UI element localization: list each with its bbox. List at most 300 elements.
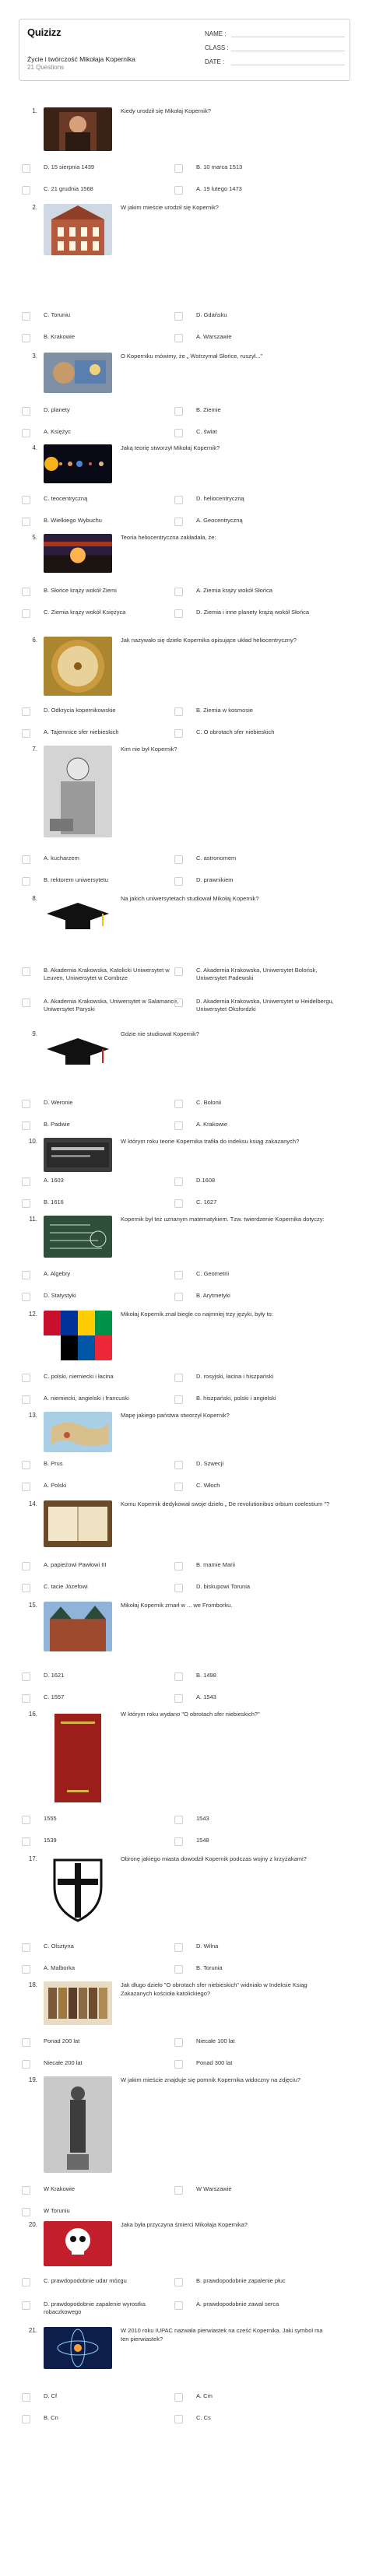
answer-option[interactable] [174,1963,338,1975]
checkbox[interactable] [174,877,183,886]
checkbox[interactable] [22,334,30,342]
answer-option[interactable] [22,2391,185,2403]
option-label: B. Ziemie [196,406,221,413]
checkbox[interactable] [174,1177,183,1186]
option-label: B. mamie Marii [196,1561,236,1568]
answer-option[interactable] [174,1175,338,1188]
checkbox[interactable] [174,429,183,437]
option-label: A. 19 lutego 1473 [196,185,242,192]
option-label: B. Słońce krąży wokół Ziemi [44,587,117,594]
checkbox[interactable] [22,429,30,437]
option-label: C. 1557 [44,1693,65,1700]
answer-option[interactable] [22,515,185,528]
checkbox[interactable] [174,2278,183,2286]
checkbox[interactable] [22,1293,30,1301]
answer-option[interactable] [22,2206,185,2218]
question-image [44,1138,112,1172]
checkbox[interactable] [174,164,183,173]
option-label: 1555 [44,1815,57,1822]
answer-option[interactable] [22,2413,185,2425]
checkbox[interactable] [22,496,30,504]
checkbox[interactable] [22,1816,30,1824]
option-label: B. Akademia Krakowska, Katolicki Uniwersytet w Leuven, Uniwersytet w Combrze [44,967,170,981]
worksheet-title: Życie i twórczość Mikołaja Kopernika [27,55,135,63]
option-label: C. Ziemia krąży wokół Księżyca [44,609,126,616]
checkbox[interactable] [22,2208,30,2216]
answer-option[interactable] [174,607,338,619]
checkbox[interactable] [174,1461,183,1469]
question-text: W 2010 roku IUPAC nazwała pierwiastek na cześć Kopernika. Jaki symbol ma ten pierwiastek? [121,2327,323,2343]
answer-option[interactable] [174,2036,338,2048]
checkbox[interactable] [22,1177,30,1186]
option-label: C. polski, niemiecki i łacina [44,1373,114,1380]
option-label: A. kucharzem [44,855,79,862]
checkbox[interactable] [174,2393,183,2402]
option-label: A. Malborka [44,1964,76,1971]
answer-option[interactable] [22,2184,185,2196]
quizizz-logo: Quizizz [27,26,62,38]
date-field[interactable] [205,58,345,65]
answer-option[interactable] [22,1119,185,1132]
answer-option[interactable] [174,1692,338,1704]
answer-option[interactable] [22,1941,185,1953]
answer-option[interactable] [22,184,185,196]
checkbox[interactable] [22,518,30,526]
checkbox[interactable] [174,1837,183,1846]
question-number: 8. [32,895,37,902]
option-label: A. 1543 [196,1693,216,1700]
answer-option[interactable] [22,1175,185,1188]
option-label: D. Ziemia i inne planety krążą wokół Słońca [196,609,310,616]
question-number: 5. [32,534,37,541]
option-label: A. Tajemnice sfer niebieskich [44,728,119,735]
question-count: 21 Questions [27,64,65,71]
checkbox[interactable] [174,312,183,321]
checkbox[interactable] [174,1943,183,1952]
checkbox[interactable] [174,496,183,504]
answer-option[interactable] [174,1835,338,1848]
answer-option[interactable] [22,405,185,417]
option-label: D. prawdopodobnie zapalenie wyrostka robaczkowego [44,2301,146,2315]
option-label: D. rosyjski, łacina i hiszpański [196,1373,274,1380]
option-label: W Warszawie [196,2185,232,2192]
question-number: 7. [32,746,37,753]
checkbox[interactable] [174,967,183,976]
answer-option[interactable] [22,996,185,1013]
checkbox[interactable] [174,588,183,596]
question-image [44,1311,112,1360]
question-text: Mapę jakiego państwa stworzył Kopernik? [121,1412,230,1419]
checkbox[interactable] [174,2038,183,2047]
answer-option[interactable] [174,515,338,528]
answer-option[interactable] [174,2413,338,2425]
answer-option[interactable] [174,1393,338,1406]
checkbox[interactable] [174,1199,183,1208]
option-label: A. niemiecki, angielski i francuski [44,1395,129,1402]
answer-option[interactable] [174,1290,338,1303]
answer-option[interactable] [22,727,185,739]
option-label: A. Algebry [44,1270,71,1277]
option-label: A. Warszawie [196,333,232,340]
option-label: C. 21 grudnia 1568 [44,185,93,192]
checkbox[interactable] [22,1100,30,1108]
checkbox[interactable] [22,1395,30,1404]
checkbox[interactable] [22,2038,30,2047]
option-label: D. Szwecji [196,1460,224,1467]
option-label: C. astronomem [196,855,237,862]
answer-option[interactable] [174,1371,338,1384]
name-label: NAME : [205,30,227,37]
option-label: C. teocentryczną [44,495,88,502]
checkbox[interactable] [22,967,30,976]
answer-option[interactable] [22,1197,185,1209]
answer-option[interactable] [174,1480,338,1493]
option-label: C. prawdopodobnie udar mózgu [44,2277,127,2284]
answer-option[interactable] [174,585,338,598]
option-label: D. Weronie [44,1099,73,1106]
checkbox[interactable] [22,407,30,416]
question-image [44,1412,112,1452]
checkbox[interactable] [22,186,30,195]
checkbox[interactable] [22,1121,30,1130]
answer-option[interactable] [174,2058,338,2070]
option-label: B. prawdopodobnie zapalenie płuc [196,2277,286,2284]
checkbox[interactable] [174,1562,183,1571]
question-number: 21. [28,2327,37,2334]
checkbox[interactable] [174,1483,183,1491]
answer-option[interactable] [174,1813,338,1826]
answer-option[interactable] [174,705,338,718]
option-label: D. Gdańsku [196,311,227,318]
answer-option[interactable] [22,1670,185,1683]
question-text: W którym roku teorie Kopernika trafiła do indeksu ksiąg zakazanych? [121,1138,300,1145]
class-field[interactable] [205,44,345,51]
checkbox[interactable] [174,1271,183,1279]
answer-option[interactable] [22,310,185,322]
checkbox[interactable] [22,164,30,173]
checkbox[interactable] [22,877,30,886]
answer-option[interactable] [174,184,338,196]
answer-option[interactable] [174,2276,338,2288]
option-label: B. 1616 [44,1199,64,1206]
answer-option[interactable] [174,426,338,439]
option-label: B. Krakowie [44,333,76,340]
checkbox[interactable] [174,1293,183,1301]
checkbox[interactable] [174,2301,183,2310]
question-text: Obronę jakiego miasta dowodził Kopernik podczas wojny z krzyżakami? [121,1855,307,1862]
option-label: A. Akademia Krakowska, Uniwersytet w Salamance, Uniwersytet Paryski [44,998,179,1013]
question-number: 19. [28,2076,37,2083]
checkbox[interactable] [22,1672,30,1681]
checkbox[interactable] [174,186,183,195]
question-image [44,2327,112,2369]
option-label: D. prawnikiem [196,876,234,883]
checkbox[interactable] [174,1395,183,1404]
question-image [44,1711,112,1806]
option-label: A. Cm [196,2392,213,2399]
checkbox[interactable] [174,1694,183,1703]
answer-option[interactable] [22,853,185,865]
option-label: 1539 [44,1837,57,1844]
option-label: A. Geocentryczną [196,517,243,524]
answer-option[interactable] [22,1269,185,1281]
answer-option[interactable] [22,965,185,981]
answer-option[interactable] [22,585,185,598]
question-number: 16. [28,1711,37,1718]
answer-option[interactable] [22,1560,185,1572]
option-label: A. papieżowi Pawłowi III [44,1561,107,1568]
option-label: Niecałe 200 lat [44,2059,83,2066]
option-label: B. Wielkiego Wybuchu [44,517,102,524]
checkbox[interactable] [174,1816,183,1824]
option-label: W Toruniu [44,2207,70,2214]
answer-option[interactable] [174,1941,338,1953]
checkbox[interactable] [22,312,30,321]
question-text: Kiedy urodził się Mikołaj Kopernik? [121,107,211,114]
answer-option[interactable] [174,1458,338,1471]
option-label: A. Księżyc [44,428,72,435]
answer-option[interactable] [174,2299,338,2311]
answer-option[interactable] [22,1290,185,1303]
option-label: A. prawdopodobnie zawał serca [196,2301,279,2308]
checkbox[interactable] [174,855,183,864]
class-label: CLASS : [205,44,229,51]
option-label: C. Cs [196,2414,211,2421]
answer-option[interactable] [22,1393,185,1406]
answer-option[interactable] [174,2184,338,2196]
answer-option[interactable] [174,1269,338,1281]
checkbox[interactable] [174,1100,183,1108]
option-label: A. 1603 [44,1177,64,1184]
answer-option[interactable] [174,965,338,981]
checkbox[interactable] [174,407,183,416]
question-image [44,107,112,151]
question-text: W jakim mieście urodził się Kopernik? [121,204,219,211]
checkbox[interactable] [174,729,183,738]
option-label: C. Toruniu [44,311,71,318]
option-label: B. Cn [44,2414,58,2421]
option-label: D. biskupowi Torunia [196,1583,251,1590]
checkbox[interactable] [22,609,30,618]
answer-option[interactable] [22,1097,185,1110]
answer-option[interactable] [22,162,185,174]
answer-option[interactable] [22,1692,185,1704]
answer-option[interactable] [22,1480,185,1493]
question-image [44,2076,112,2173]
checkbox[interactable] [174,609,183,618]
date-label: DATE : [205,58,225,65]
question-text: O Koperniku mówimy, że „ Wstrzymał Słońce, ruszył..." [121,353,263,360]
answer-option[interactable] [22,1458,185,1471]
answer-option[interactable] [174,1197,338,1209]
checkbox[interactable] [22,2186,30,2195]
answer-option[interactable] [22,607,185,619]
checkbox[interactable] [174,1584,183,1592]
option-label: C. Bolonii [196,1099,222,1106]
answer-option[interactable] [174,727,338,739]
question-text: Jaką teorię stworzył Mikołaj Kopernik? [121,444,220,451]
option-label: D. Statystyki [44,1292,76,1299]
answer-option[interactable] [174,1097,338,1110]
answer-option[interactable] [174,405,338,417]
answer-option[interactable] [174,875,338,887]
answer-option[interactable] [22,2276,185,2288]
checkbox[interactable] [22,588,30,596]
answer-option[interactable] [22,332,185,344]
question-number: 17. [28,1855,37,1862]
question-image [44,1602,112,1651]
checkbox[interactable] [22,2415,30,2423]
option-label: D. Cf [44,2392,58,2399]
answer-option[interactable] [174,853,338,865]
name-field[interactable] [205,30,345,37]
checkbox[interactable] [22,1837,30,1846]
answer-option[interactable] [174,162,338,174]
checkbox[interactable] [174,2186,183,2195]
option-label: D.1608 [196,1177,216,1184]
question-number: 9. [32,1030,37,1037]
answer-option[interactable] [22,2058,185,2070]
checkbox[interactable] [22,707,30,716]
checkbox[interactable] [174,2060,183,2069]
question-number: 6. [32,637,37,644]
question-text: Mikołaj Kopernik zmarł w ... we Fromborku. [121,1602,233,1609]
answer-option[interactable] [22,1581,185,1594]
option-label: 1548 [196,1837,209,1844]
option-label: B. Arytmetyki [196,1292,230,1299]
checkbox[interactable] [22,1483,30,1491]
answer-option[interactable] [174,996,338,1013]
option-label: C. tacie Józefowi [44,1583,88,1590]
checkbox[interactable] [22,1461,30,1469]
checkbox[interactable] [22,2301,30,2310]
answer-option[interactable] [174,1560,338,1572]
question-number: 2. [32,204,37,211]
answer-option[interactable] [174,1670,338,1683]
checkbox[interactable] [22,998,30,1007]
question-number: 1. [32,107,37,114]
answer-option[interactable] [22,1963,185,1975]
option-label: D. heliocentryczną [196,495,244,502]
option-label: B. Prus [44,1460,63,1467]
question-number: 3. [32,353,37,360]
checkbox[interactable] [174,334,183,342]
question-text: Mikołaj Kopernik znał biegle co najmniej trzy języki, były to: [121,1311,273,1318]
option-label: C. O obrotach sfer niebieskich [196,728,275,735]
answer-option[interactable] [22,426,185,439]
answer-option[interactable] [174,2391,338,2403]
answer-option[interactable] [174,310,338,322]
question-number: 18. [28,1981,37,1988]
option-label: B. rektorem uniwersytetu [44,876,108,883]
question-image [44,637,112,696]
answer-option[interactable] [22,2299,185,2315]
question-number: 10. [28,1138,37,1145]
option-label: Niecałe 100 lat [196,2037,235,2044]
checkbox[interactable] [174,1374,183,1382]
answer-option[interactable] [22,493,185,506]
question-text: Na jakich uniwersytetach studiował Mikołaj Kopernik? [121,895,259,902]
checkbox[interactable] [22,855,30,864]
checkbox[interactable] [22,1965,30,1974]
answer-option[interactable] [22,1813,185,1826]
checkbox[interactable] [22,1562,30,1571]
checkbox[interactable] [22,729,30,738]
question-image [44,444,112,483]
question-number: 13. [28,1412,37,1419]
answer-option[interactable] [22,875,185,887]
checkbox[interactable] [174,1672,183,1681]
question-text: W którym roku wydano "O obrotach sfer niebieskich?" [121,1711,260,1718]
option-label: C. 1627 [196,1199,217,1206]
question-image [44,353,112,393]
question-image [44,1216,112,1258]
option-label: Ponad 200 lat [44,2037,80,2044]
checkbox[interactable] [22,1271,30,1279]
question-number: 12. [28,1311,37,1318]
option-label: W Krakowie [44,2185,76,2192]
checkbox[interactable] [174,1965,183,1974]
question-number: 11. [29,1216,37,1223]
question-image [44,1855,112,1924]
option-label: B. hiszpański, polski i angielski [196,1395,276,1402]
option-label: D. Akademia Krakowska, Uniwersytet w Heidelbergu, Uniwersytet Oksfordzki [196,998,334,1013]
checkbox[interactable] [22,2060,30,2069]
checkbox[interactable] [22,2278,30,2286]
answer-option[interactable] [22,1371,185,1384]
checkbox[interactable] [174,1121,183,1130]
question-image [44,534,112,573]
option-label: C. Akademia Krakowska, Uniwersytet Bolońsk, Uniwersytet Padewski [196,967,318,981]
option-label: C. świat [196,428,217,435]
answer-option[interactable] [22,1835,185,1848]
answer-option[interactable] [22,705,185,718]
checkbox[interactable] [22,1199,30,1208]
option-label: B. Torunia [196,1964,223,1971]
question-image [44,746,112,837]
checkbox[interactable] [174,707,183,716]
question-number: 15. [28,1602,37,1609]
answer-option[interactable] [174,493,338,506]
question-image [44,1500,112,1547]
answer-option[interactable] [174,332,338,344]
option-label: C. Włoch [196,1482,220,1489]
checkbox[interactable] [22,2393,30,2402]
option-label: B. 10 marca 1513 [196,163,243,170]
option-label: B. Ziemia w kosmosie [196,707,253,714]
option-label: C. Geometrii [196,1270,230,1277]
question-image [44,1981,112,2025]
answer-option[interactable] [22,2036,185,2048]
checkbox[interactable] [174,518,183,526]
option-label: D. Wilna [196,1943,219,1950]
checkbox[interactable] [22,1584,30,1592]
question-image [44,1030,112,1071]
checkbox[interactable] [22,1694,30,1703]
question-text: Jaka była przyczyna śmierci Mikołaja Kopernika? [121,2221,248,2228]
option-label: A. Polski [44,1482,67,1489]
checkbox[interactable] [22,1374,30,1382]
checkbox[interactable] [174,2415,183,2423]
answer-option[interactable] [174,1581,338,1594]
answer-option[interactable] [174,1119,338,1132]
option-label: A. Krakowie [196,1121,228,1128]
question-number: 14. [28,1500,37,1507]
checkbox[interactable] [174,998,183,1007]
question-number: 4. [32,444,37,451]
option-label: Ponad 300 lat [196,2059,233,2066]
checkbox[interactable] [22,1943,30,1952]
